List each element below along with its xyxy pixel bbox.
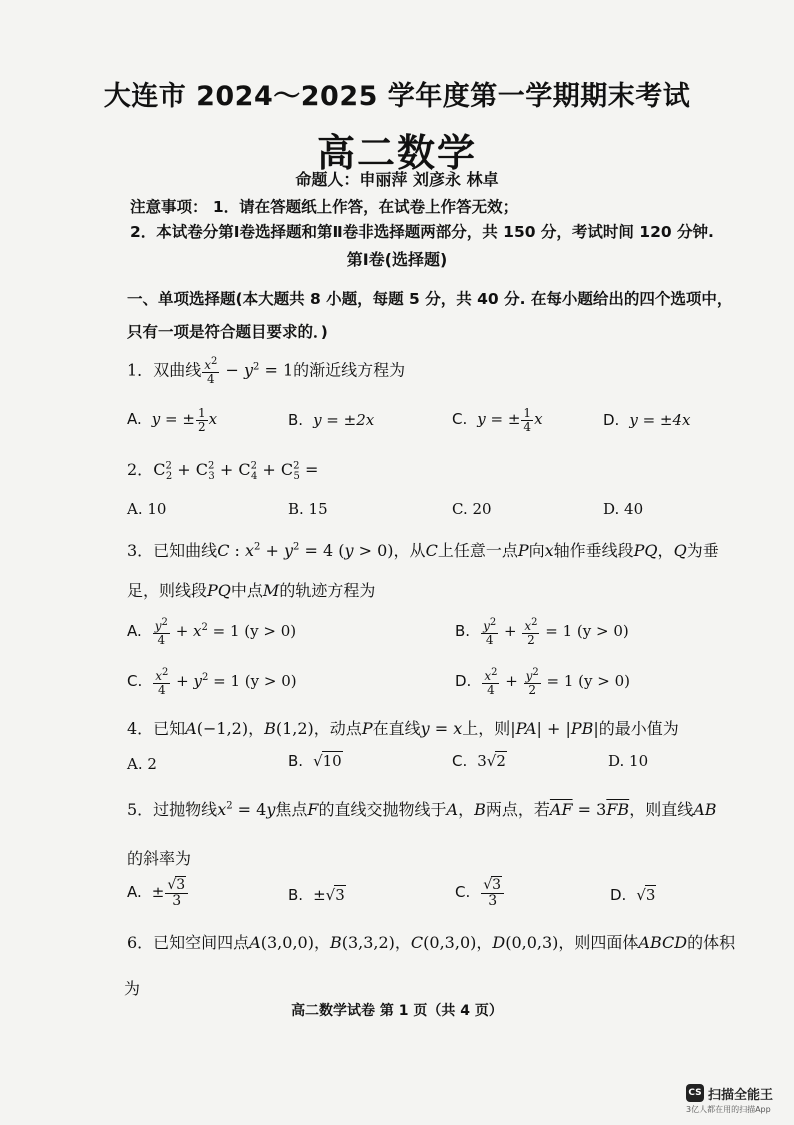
question-1: 1．双曲线 $\frac{x^2}{4}$ − $y^2 = 1$的渐近线方程为 bbox=[127, 356, 406, 386]
authors-line: 命题人：申丽萍 刘彦永 林卓 bbox=[295, 170, 499, 189]
q5-option-d: D. √3 bbox=[610, 886, 656, 904]
q1-option-b: B. y = ±2x bbox=[288, 411, 375, 429]
camscanner-logo-icon: CS bbox=[686, 1084, 704, 1102]
question-5-line-1: 5．过抛物线$x^2 = 4y$焦点F的直线交抛物线于A，B两点，若$\overline{AF} = 3\overline{FB}$，则直线AB bbox=[127, 800, 717, 819]
page-footer: 高二数学试卷 第 1 页（共 4 页） bbox=[291, 1003, 503, 1019]
q3-option-a: A. $\frac{y^2}{4}$ + $x^2 = 1$ (y > 0) bbox=[127, 617, 297, 647]
q2-option-c: C. 20 bbox=[452, 500, 492, 518]
q5-option-b: B. ±√3 bbox=[288, 886, 345, 904]
q3-option-d: D. $\frac{x^2}{4}$ + $\frac{y^2}{2}$ = 1 (y > 0) bbox=[455, 667, 630, 697]
q1-option-a: A. y = ± $\frac{1}{2}$ x bbox=[127, 406, 218, 434]
subject-title: 高二数学 bbox=[316, 131, 477, 175]
camscanner-slogan: 3亿人都在用的扫描App bbox=[686, 1105, 771, 1114]
question-5-line-2: 的斜率为 bbox=[127, 849, 192, 868]
q3-option-b: B. $\frac{y^2}{4}$ + $\frac{x^2}{2}$ = 1 (y > 0) bbox=[455, 617, 629, 647]
q5-option-c: C. $\frac{√3}{3}$ bbox=[455, 878, 505, 908]
notes-line-1: 注意事项： 1．请在答题纸上作答，在试卷上作答无效； bbox=[130, 198, 519, 216]
question-3-line-2: 足，则线段PQ中点M的轨迹方程为 bbox=[127, 581, 376, 600]
q4-option-d: D. 10 bbox=[608, 752, 649, 770]
q4-option-c: C. 3√2 bbox=[452, 752, 506, 770]
question-6-line-1: 6．已知空间四点A(3,0,0)，B(3,3,2)，C(0,3,0)，D(0,0,3)，则四面体ABCD的体积 bbox=[127, 933, 736, 952]
question-3-line-1: 3．已知曲线C : $x^2 + y^2 = 4$ (y > 0)，从C上任意一点P向x轴作垂线段PQ，Q为垂 bbox=[127, 541, 719, 560]
exam-title: 大连市 2024～2025 学年度第一学期期末考试 bbox=[103, 81, 691, 112]
q4-option-a: A. 2 bbox=[127, 755, 157, 773]
q1-option-d: D. y = ±4x bbox=[603, 411, 691, 429]
section-heading-line-1: 一、单项选择题(本大题共 8 小题，每题 5 分，共 40 分. 在每小题给出的四个选项中， bbox=[127, 290, 733, 308]
question-4: 4．已知A(−1,2)，B(1,2)，动点P在直线y = x上，则|PA| + |PB|的最小值为 bbox=[127, 719, 679, 738]
question-6-line-2: 为 bbox=[124, 979, 141, 998]
q3-option-c: C. $\frac{x^2}{4}$ + $y^2 = 1$ (y > 0) bbox=[127, 667, 297, 697]
section-heading-line-2: 只有一项是符合题目要求的．) bbox=[127, 323, 328, 341]
q2-option-b: B. 15 bbox=[288, 500, 328, 518]
q4-option-b: B. √10 bbox=[288, 752, 342, 770]
q1-option-c: C. y = ± $\frac{1}{4}$ x bbox=[452, 406, 543, 434]
q5-option-a: A. ± $\frac{√3}{3}$ bbox=[127, 878, 189, 908]
section-title: 第Ⅰ卷(选择题) bbox=[346, 250, 448, 269]
question-2: 2．$C^2_2 + C^2_3 + C^2_4 + C^2_5$ = bbox=[127, 460, 319, 483]
q2-option-d: D. 40 bbox=[603, 500, 644, 518]
notes-line-2: 2．本试卷分第Ⅰ卷选择题和第Ⅱ卷非选择题两部分，共 150 分，考试时间 120 分钟. bbox=[130, 223, 714, 241]
camscanner-name: 扫描全能王 bbox=[708, 1088, 774, 1103]
q2-option-a: A. 10 bbox=[127, 500, 167, 518]
